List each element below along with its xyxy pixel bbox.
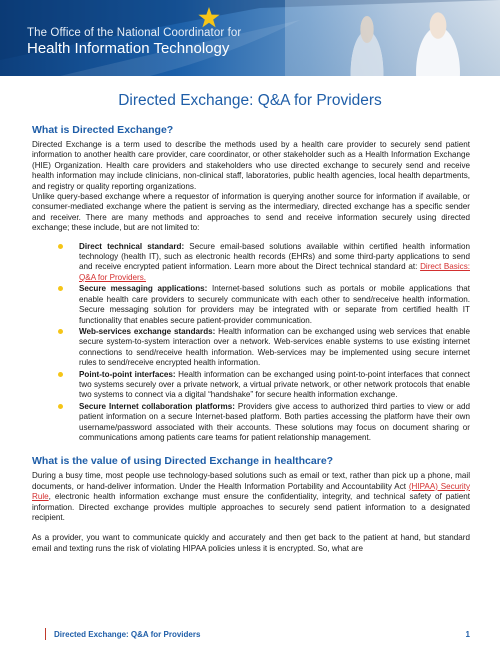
org-name-line1: The Office of the National Coordinator for bbox=[27, 27, 242, 39]
footer-title: Directed Exchange: Q&A for Providers bbox=[54, 630, 201, 639]
list-item bbox=[52, 370, 470, 401]
direct-basics-link[interactable]: Direct Basics: Q&A for Providers. bbox=[79, 262, 470, 282]
paragraph: Directed Exchange is a term used to describe the methods used by a health care provider to securely send patient information to another health care provider, care coordinator, or other stakeholder such as a Health Information Exchange (HIE) Organization. Health care providers and stakeholders who use directed exchange to securely send and receive health information may include clinicians, non-clinical staff, laboratories, public health agencies, local health departments, and registry or quality reporting organizations. bbox=[32, 140, 470, 191]
banner-photo-doctor bbox=[406, 6, 470, 76]
section-heading: What is Directed Exchange? bbox=[32, 124, 174, 136]
bullet-icon bbox=[58, 372, 63, 377]
hipaa-security-rule-link[interactable]: (HIPAA) Security Rule bbox=[32, 481, 470, 502]
page-footer bbox=[32, 628, 470, 642]
main-content bbox=[32, 124, 470, 554]
section-heading: What is the value of using Directed Exchange in healthcare? bbox=[32, 455, 334, 468]
bullet-term: Secure messaging applications: bbox=[79, 284, 208, 294]
banner-photo-person bbox=[344, 14, 390, 76]
page-title: Directed Exchange: Q&A for Providers bbox=[118, 92, 382, 109]
spacer bbox=[32, 523, 470, 533]
paragraph bbox=[32, 471, 470, 523]
footer-divider bbox=[45, 628, 46, 640]
paragraph: As a provider, you want to communicate quickly and accurately and then get back to the patient at hand, but standard email and texting runs the risk of violating HIPAA policies unless it is encrypted. So, what are bbox=[32, 533, 470, 553]
list-item bbox=[52, 402, 470, 444]
list-item bbox=[52, 242, 470, 284]
bullet-text: Providers give access to authorized third parties to view or add patient information on a secure Internet-based platform. Both parties accessing the platform have their own username/password associated with their accounts. These solutions may focus on document sharing or communications among patients care teams for patient relationship management. bbox=[79, 401, 470, 442]
bullet-icon bbox=[58, 404, 63, 409]
list-item bbox=[52, 327, 470, 369]
bullet-term: Direct technical standard: bbox=[79, 241, 185, 251]
bullet-term: Secure Internet collaboration platforms: bbox=[79, 401, 235, 411]
page-number: 1 bbox=[465, 630, 470, 639]
bullet-text: Health information can be exchanged using web services that enable secure system-to-system interaction over a network. Web-services enable systems to use existing internet connections to send/receive health information. Web-services may be implemented using secure internet rules to send/receive encrypted health information. bbox=[79, 326, 470, 368]
org-name-line2: Health Information Technology bbox=[27, 40, 230, 57]
paragraph-text: During a busy time, most people use technology-based solutions such as email or text, rather than pick up a phone, mail documents, or hand-deliver information. Under the Health Information Portability and Accountability Act bbox=[32, 471, 470, 491]
header-banner bbox=[0, 0, 500, 76]
bullet-term: Web-services exchange standards: bbox=[79, 326, 216, 336]
paragraph-text: , electronic health information exchange must ensure the confidentiality, integrity, and technical safety of patient information. Directed exchange provides multiple approaches to securely send patient information to a designated recipient. bbox=[32, 492, 470, 522]
bullet-list bbox=[32, 242, 470, 444]
bullet-text: Health information can be exchanged using point-to-point interfaces that connect two systems securely over a private network, a virtual private network, or other network protocols that enable two systems to connect via a digital “handshake” for secure health information exchange. bbox=[79, 369, 470, 400]
list-item bbox=[52, 284, 470, 326]
bullet-icon bbox=[58, 286, 63, 291]
bullet-term: Point-to-point interfaces: bbox=[79, 369, 176, 379]
bullet-text: Secure email-based solutions available within certified health information technology (health IT), such as electronic health records (EHRs) and some third-party applications to send and receive encrypted patient information. Learn more about the Direct technical standard at: bbox=[79, 241, 470, 272]
bullet-text: Internet-based solutions such as portals or mobile applications that enable health care providers to securely communicate with each other to send/receive health information. Secure messaging solution for providers may be integrated with or separate from certified health IT functionality that enables secure patient-provider communication. bbox=[79, 284, 470, 325]
bullet-icon bbox=[58, 244, 63, 249]
paragraph: Unlike query-based exchange where a requestor of information is querying another source for information if available, or consumer-mediated exchange where the patient is serving as the intermediary, directed exchange has a specific sender and receiver. There are many methods and approaches to send and receive information securely using directed exchange; these include, but are not limited to: bbox=[32, 192, 470, 233]
bullet-icon bbox=[58, 329, 63, 334]
